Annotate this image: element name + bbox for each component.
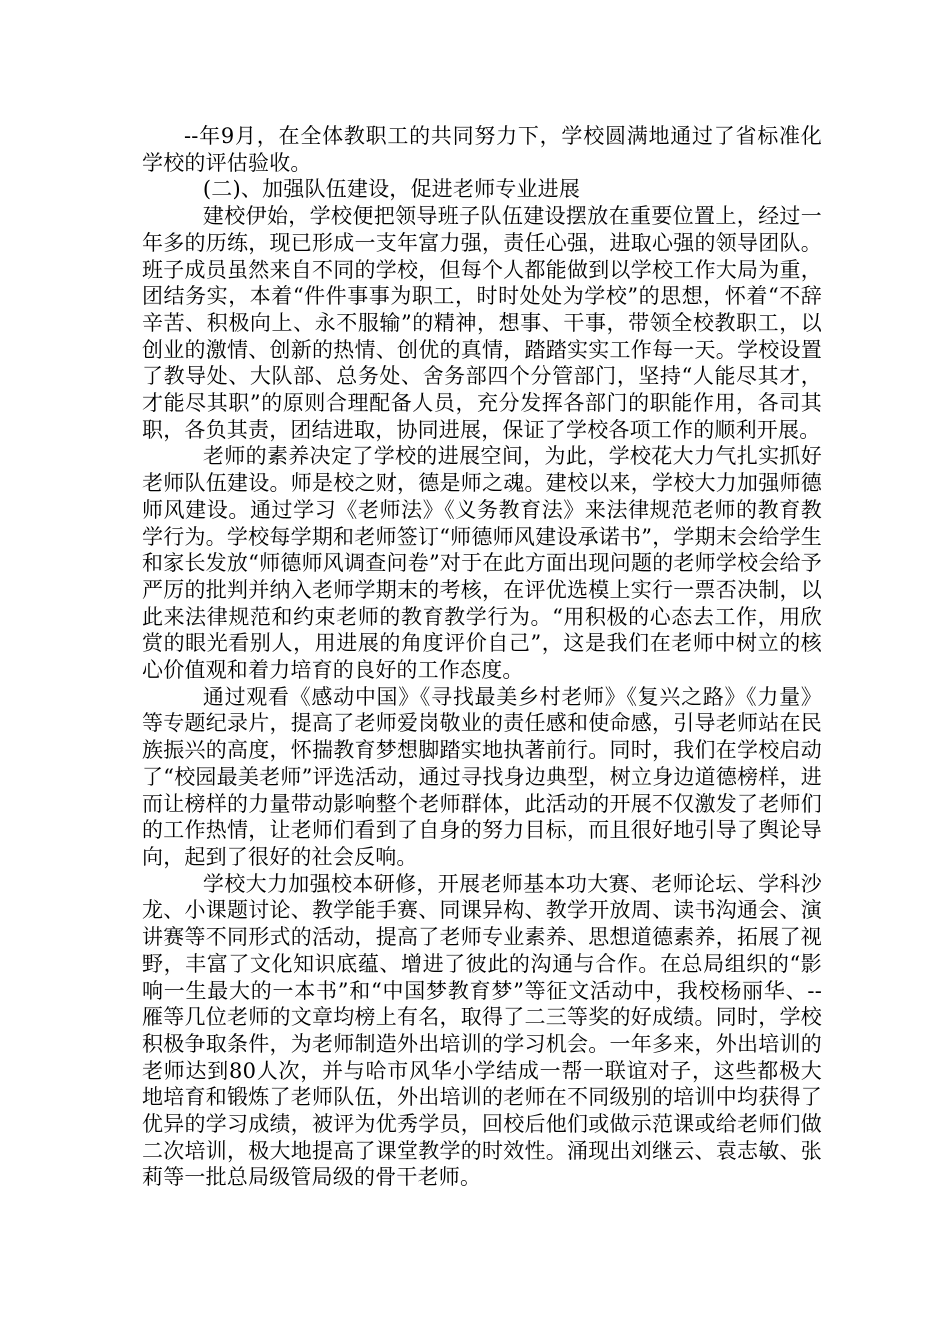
paragraph-teacher-ethics: 老师的素养决定了学校的进展空间，为此，学校花大力气扎实抓好老师队伍建设。师是校之财，德是师之魂。建校以来，学校大力加强师德师风建设。通过学习《老师法》《义务教育法》来法律规范老师的教育教学行为。学校每学期和老师签订“师德师风建设承诺书”，学期末会给学生和家长发放“师德师风调查问卷”对于在此方面出现问题的老师学校会给予严厉的批判并纳入老师学期末的考核，在评优选模上实行一票否决制，以此来法律规范和约束老师的教育教学行为。“用积极的心态去工作，用欣赏的眼光看别人，用进展的角度评价自己”，这是我们在老师中树立的核心价值观和着力培育的良好的工作态度。 <box>142 444 822 683</box>
paragraph-evaluation: --年9月，在全体教职工的共同努力下，学校圆满地通过了省标准化学校的评估验收。 <box>142 124 822 175</box>
paragraph-documentaries: 通过观看《感动中国》《寻找最美乡村老师》《复兴之路》《力量》等专题纪录片，提高了老师爱岗敬业的责任感和使命感，引导老师站在民族振兴的高度，怀揣教育梦想脚踏实地执著前行。同时，我们在学校启动了“校园最美老师”评选活动，通过寻找身边典型，树立身边道德榜样，进而让榜样的力量带动影响整个老师群体，此活动的开展不仅激发了老师们的工作热情，让老师们看到了自身的努力目标，而且很好地引导了舆论导向，起到了很好的社会反响。 <box>142 684 822 869</box>
paragraph-training: 学校大力加强校本研修，开展老师基本功大赛、老师论坛、学科沙龙、小课题讨论、教学能手赛、同课异构、教学开放周、读书沟通会、演讲赛等不同形式的活动，提高了老师专业素养、思想道德素养，拓展了视野，丰富了文化知识底蕴、增进了彼此的沟通与合作。在总局组织的“影响一生最大的一本书”和“中国梦教育梦”等征文活动中，我校杨丽华、--雁等几位老师的文章均榜上有名，取得了二三等奖的好成绩。同时，学校积极争取条件，为老师制造外出培训的学习机会。一年多来，外出培训的老师达到80人次，并与哈市风华小学结成一帮一联谊对子，这些都极大地培育和锻炼了老师队伍，外出培训的老师在不同级别的培训中均获得了优异的学习成绩，被评为优秀学员，回校后他们或做示范课或给老师们做二次培训，极大地提高了课堂教学的时效性。涌现出刘继云、袁志敏、张莉等一批总局级管局级的骨干老师。 <box>142 871 822 1190</box>
paragraph-leadership: 建校伊始，学校便把领导班子队伍建设摆放在重要位置上，经过一年多的历练，现已形成一支年富力强，责任心强，进取心强的领导团队。班子成员虽然来自不同的学校，但每个人都能做到以学校工作大局为重，团结务实，本着“件件事事为职工，时时处处为学校”的思想，怀着“不辞辛苦、积极向上、永不服输”的精神，想事、干事，带领全校教职工，以创业的激情、创新的热情、创优的真情，踏踏实实工作每一天。学校设置了教导处、大队部、总务处、舍务部四个分管部门，坚持“人能尽其才，才能尽其职”的原则合理配备人员，充分发挥各部门的职能作用，各司其职，各负其责，团结进取，协同进展，保证了学校各项工作的顺利开展。 <box>142 204 822 442</box>
document-body <box>142 123 822 1191</box>
section-heading: (二)、加强队伍建设，促进老师专业进展 <box>202 177 581 202</box>
